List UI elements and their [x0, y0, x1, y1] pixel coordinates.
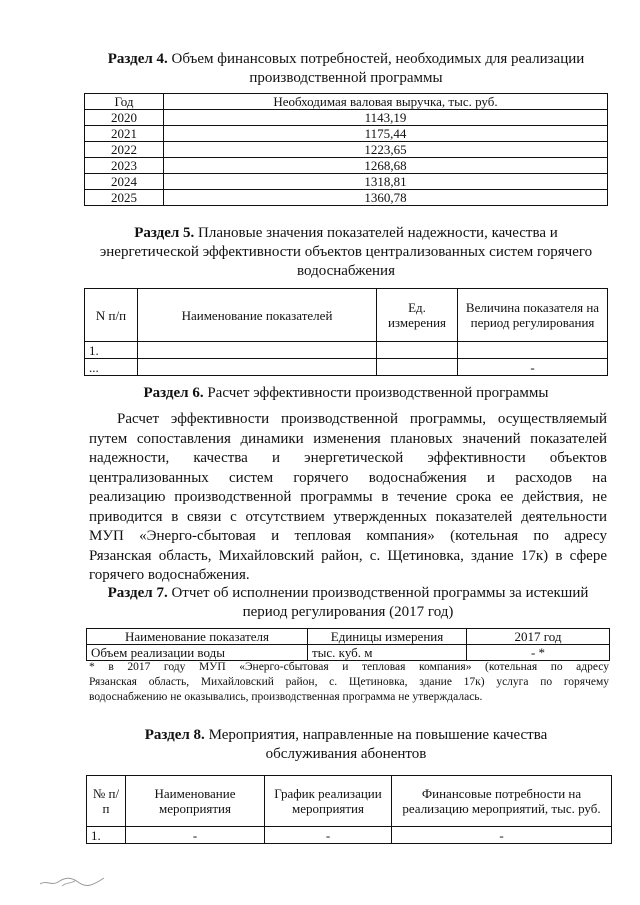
section4-title-line1: Объем финансовых потребностей, необходимых для реализации [167, 51, 585, 67]
section7-table [86, 628, 610, 661]
table-row [85, 158, 608, 174]
section4-heading [84, 50, 608, 88]
col-name-header: Наименование показателей [138, 289, 377, 342]
section5-title-line2: энергетической эффективности объектов централизованных систем горячего [99, 244, 593, 260]
num-cell: ... [85, 359, 138, 376]
schedule-cell: - [265, 827, 392, 844]
value-cell: - [458, 359, 608, 376]
revenue-cell: 1360,78 [164, 190, 608, 206]
col-year-header: Год [85, 94, 164, 110]
section6-title: Расчет эффективности производственной программы [203, 385, 549, 401]
section7-heading [70, 584, 626, 622]
section7-title-line1: Отчет об исполнении производственной программы за истекший [167, 585, 589, 601]
col-value-header: Величина показателя на период регулирования [458, 289, 608, 342]
value-cell [458, 342, 608, 359]
year-cell: 2022 [85, 142, 164, 158]
year-cell: 2020 [85, 110, 164, 126]
col-revenue-header: Необходимая валовая выручка, тыс. руб. [164, 94, 608, 110]
section6-label: Раздел 6. [143, 385, 204, 401]
section7-label: Раздел 7. [107, 585, 168, 601]
table-row [85, 142, 608, 158]
section5-title-line1: Плановые значения показателей надежности, качества и [194, 225, 558, 241]
revenue-cell: 1175,44 [164, 126, 608, 142]
name-cell: Объем реализации воды [87, 645, 308, 661]
col-unit-header: Ед. измерения [377, 289, 458, 342]
section8-title-line1: Мероприятия, направленные на повышение качества [204, 727, 548, 743]
name-cell: - [126, 827, 265, 844]
paragraph-line: реализацию производственной программы в течение срока ее действия, не [89, 489, 607, 505]
footnote-line: Рязанская область, Михайловский район, с. Щетиновка, здание 17к) услуга по горячему [89, 676, 609, 688]
unit-cell: тыс. куб. м [308, 645, 467, 661]
paragraph-line: приводится в связи с отсутствием утвержденных показателей деятельности [89, 508, 607, 525]
section7-footnote [89, 660, 609, 705]
section8-heading [84, 726, 608, 764]
value-cell: - * [467, 645, 610, 661]
section6-heading [84, 384, 608, 403]
paragraph-line: надежности, качества и энергетической эффективности объектов [89, 450, 607, 466]
table-row [85, 190, 608, 206]
table-header-row [87, 629, 610, 645]
name-cell [138, 359, 377, 376]
finance-cell: - [392, 827, 612, 844]
year-cell: 2025 [85, 190, 164, 206]
name-cell [138, 342, 377, 359]
col-name-header: Наименование показателя [87, 629, 308, 645]
section6-paragraph [89, 410, 607, 586]
revenue-cell: 1223,65 [164, 142, 608, 158]
handwritten-mark-icon [38, 870, 108, 890]
table-row [87, 645, 610, 661]
table-row [85, 110, 608, 126]
paragraph-line: централизованных систем горячего водоснабжения и расходов на [89, 469, 607, 486]
table-header-row [85, 289, 608, 342]
col-year-header: 2017 год [467, 629, 610, 645]
table-row [85, 126, 608, 142]
table-row [85, 174, 608, 190]
section5-title-line3: водоснабжения [297, 263, 395, 279]
table-header-row [85, 94, 608, 110]
unit-cell [377, 342, 458, 359]
col-schedule-header: График реализации мероприятия [265, 776, 392, 827]
paragraph-line: МУП «Энерго-сбытовая и тепловая компания» (котельная по адресу [89, 528, 607, 544]
year-cell: 2024 [85, 174, 164, 190]
col-num-header: N п/п [85, 289, 138, 342]
footnote-line: * в 2017 году МУП «Энерго-сбытовая и тепловая компания» (котельная по адресу [89, 661, 609, 673]
section5-table [84, 288, 608, 376]
table-row [87, 827, 612, 844]
footnote-line: водоснабжению не оказывались, производственная программа не утверждалась. [89, 691, 483, 703]
year-cell: 2023 [85, 158, 164, 174]
table-header-row [87, 776, 612, 827]
section5-label: Раздел 5. [134, 225, 195, 241]
section4-table [84, 93, 608, 206]
paragraph-line: Расчет эффективности производственной программы, осуществляемый [117, 411, 607, 427]
paragraph-line: путем сопоставления динамики изменения плановых значений показателей [89, 430, 607, 447]
num-cell: 1. [85, 342, 138, 359]
unit-cell [377, 359, 458, 376]
num-cell: 1. [87, 827, 126, 844]
section8-table [86, 775, 612, 844]
paragraph-line: горячего водоснабжения. [89, 567, 250, 583]
col-name-header: Наименование мероприятия [126, 776, 265, 827]
revenue-cell: 1143,19 [164, 110, 608, 126]
col-num-header: № п/п [87, 776, 126, 827]
section5-heading [60, 224, 632, 281]
table-row [85, 359, 608, 376]
revenue-cell: 1318,81 [164, 174, 608, 190]
col-unit-header: Единицы измерения [308, 629, 467, 645]
col-finance-header: Финансовые потребности на реализацию мероприятий, тыс. руб. [392, 776, 612, 827]
section4-label: Раздел 4. [107, 51, 168, 67]
year-cell: 2021 [85, 126, 164, 142]
table-row [85, 342, 608, 359]
section7-title-line2: период регулирования (2017 год) [242, 604, 454, 620]
revenue-cell: 1268,68 [164, 158, 608, 174]
paragraph-line: Рязанская область, Михайловский район, с. Щетиновка, здание 17к) в сфере [89, 547, 607, 564]
section8-title-line2: обслуживания абонентов [265, 746, 427, 762]
section8-label: Раздел 8. [144, 727, 205, 743]
section4-title-line2: производственной программы [249, 70, 443, 86]
